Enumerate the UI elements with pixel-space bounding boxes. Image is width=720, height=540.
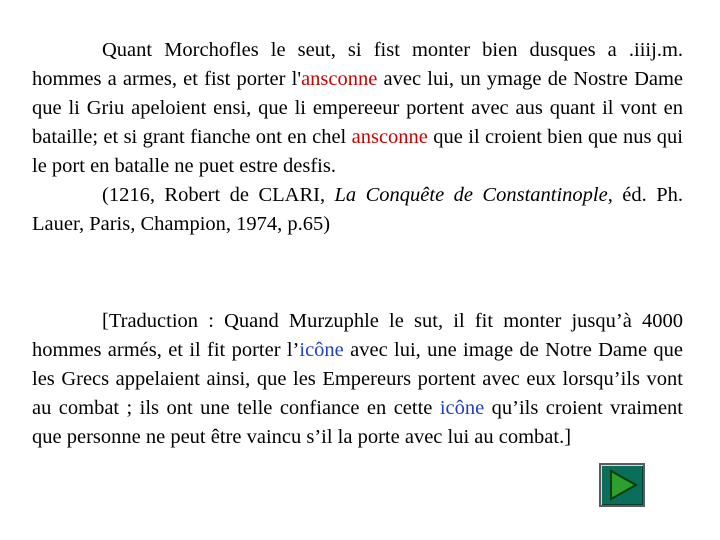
- play-triangle-right-icon: [601, 465, 643, 505]
- citation-prefix: (1216, Robert de CLARI,: [102, 184, 335, 206]
- next-slide-button[interactable]: [599, 463, 645, 507]
- excerpt-text: Quant Morchofles le seut, si fist monter bien dusques a: [102, 39, 617, 61]
- excerpt-text: .iiij.m. hommes a armes, et fist porter l': [32, 39, 684, 90]
- old-french-excerpt: [32, 36, 683, 239]
- highlighted-term-icone: icône: [439, 397, 485, 419]
- highlighted-term-icone: icône: [299, 339, 344, 361]
- source-citation: [32, 181, 683, 239]
- translation-text: avec lui, une image de Notre Dame que les Grecs appelaient ainsi, que les Empereurs portent avec eux lorsqu’ils vont au combat ; ils ont une telle confiance en cette: [32, 339, 683, 419]
- translation-text: [Traduction : Quand Murzuphle le sut, il fit monter jusqu’à 4000 hommes armés, et il fit porter l’: [32, 310, 683, 361]
- excerpt-text: avec lui, un ymage de Nostre Dame que li Griu apeloient ensi, que li empereeur portent avec aus quant il vont en bataille; et si grant fianche ont en chel: [32, 68, 684, 148]
- citation-work-title: La Conquête de Constantinople: [334, 184, 608, 206]
- highlighted-term-ansconne: ansconne: [301, 68, 378, 90]
- citation-suffix: , éd. Ph. Lauer, Paris, Champion, 1974, p.65): [32, 184, 683, 235]
- modern-french-translation: [32, 307, 683, 452]
- excerpt-text: que il croient bien que nus qui le port en batalle ne puet estre desfis.: [32, 126, 683, 177]
- highlighted-term-ansconne: ansconne: [351, 126, 428, 148]
- translation-text: qu’ils croient vraiment que personne ne peut être vaincu s’il la porte avec lui au combat.]: [32, 397, 683, 448]
